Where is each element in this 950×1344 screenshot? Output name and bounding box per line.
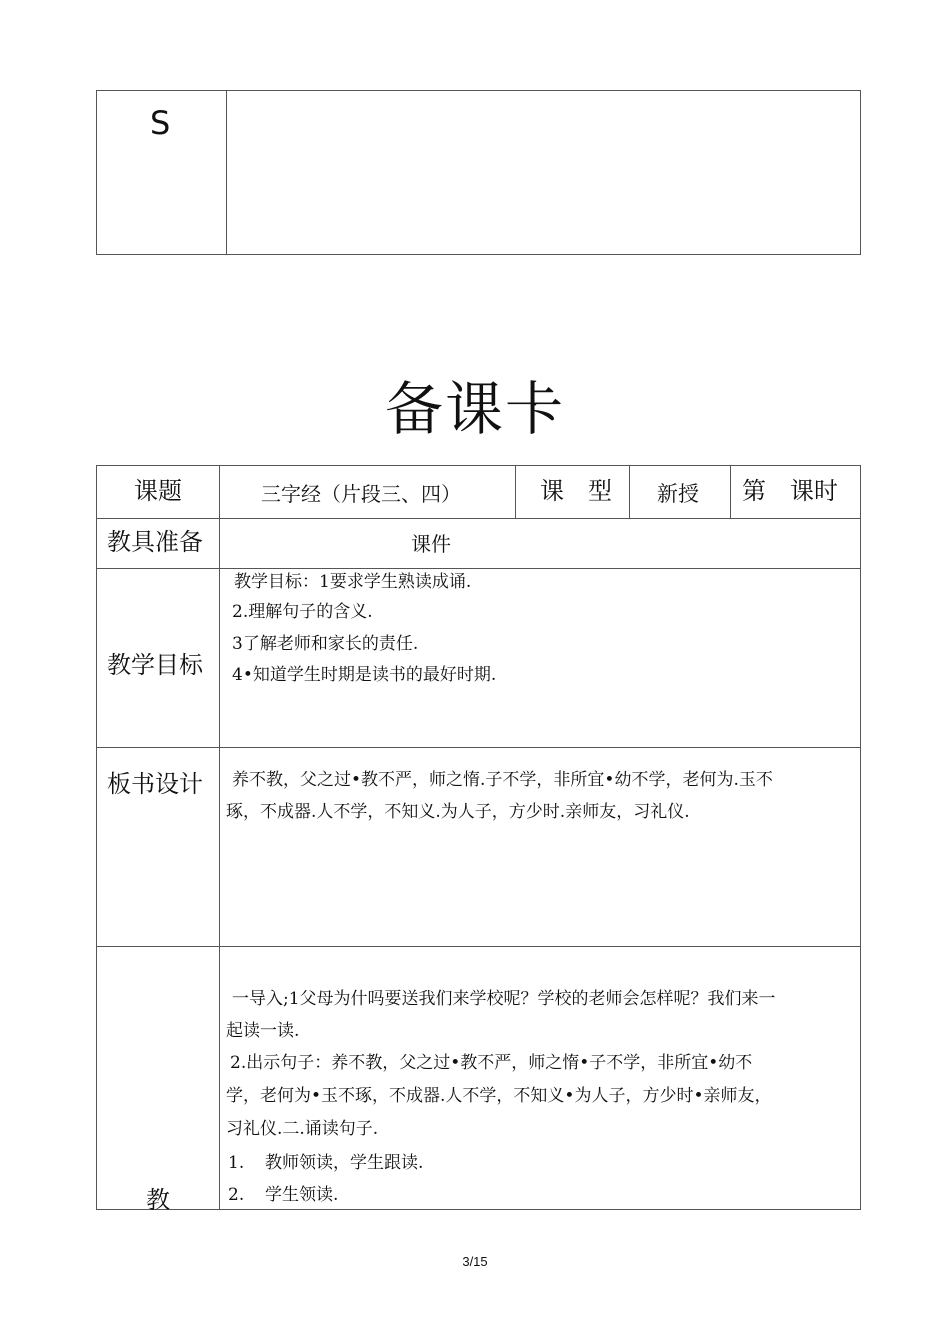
- list-item-text: 教师领读，学生跟读.: [265, 1153, 424, 1173]
- page-number: 3/15: [462, 1254, 488, 1269]
- row1-divider: [515, 465, 516, 518]
- type-value: 新授: [657, 482, 699, 506]
- process-line: 习礼仪.二.诵读句子.: [226, 1119, 379, 1139]
- row-separator: [96, 568, 861, 569]
- materials-label: 教具准备: [107, 528, 203, 556]
- process-line: 学，老何为•玉不琢，不成器.人不学，不知义•为人子，方少时•亲师友，: [226, 1086, 772, 1106]
- type-label: 课 型: [540, 477, 612, 505]
- list-item-text: 学生领读.: [265, 1185, 339, 1205]
- materials-value: 课件: [411, 532, 451, 556]
- topic-label: 课题: [134, 477, 182, 505]
- list-item-number: 2.: [228, 1185, 245, 1205]
- board-design-label: 板书设计: [107, 770, 203, 798]
- top-table: [96, 90, 861, 255]
- board-design-line: 养不教，父之过•教不严，师之惰.子不学，非所宜•幼不学，老何为.玉不: [232, 770, 773, 790]
- top-table-divider: [226, 90, 227, 255]
- process-line: 一导入;1父母为什吗要送我们来学校呢？学校的老师会怎样呢？我们来一: [232, 989, 776, 1009]
- period-label: 第 课时: [742, 477, 838, 505]
- row-separator: [96, 946, 861, 947]
- list-item-number: 1.: [228, 1153, 245, 1173]
- page-title: 备课卡: [384, 375, 565, 443]
- row-separator: [96, 747, 861, 748]
- process-label: 教: [146, 1186, 170, 1214]
- label-column-divider: [219, 465, 220, 1210]
- row1-divider: [629, 465, 630, 518]
- board-design-line: 琢，不成器.人不学，不知义.为人子，方少时.亲师友，习礼仪.: [226, 802, 690, 822]
- objective-line: 教学目标：1要求学生熟读成诵.: [234, 572, 472, 592]
- objective-line: 2.理解句子的含义.: [232, 602, 373, 622]
- process-line: 起读一读.: [226, 1021, 300, 1041]
- top-table-cell-left: S: [150, 104, 171, 142]
- objectives-label: 教学目标: [107, 651, 203, 679]
- objective-line: 4•知道学生时期是读书的最好时期.: [232, 665, 497, 685]
- row1-divider: [730, 465, 731, 518]
- topic-value: 三字经（片段三、四）: [261, 482, 461, 506]
- process-line: 2.出示句子：养不教，父之过•教不严，师之惰•子不学，非所宜•幼不: [230, 1053, 753, 1073]
- row-separator: [96, 518, 861, 519]
- objective-line: 3了解老师和家长的责任.: [232, 634, 419, 654]
